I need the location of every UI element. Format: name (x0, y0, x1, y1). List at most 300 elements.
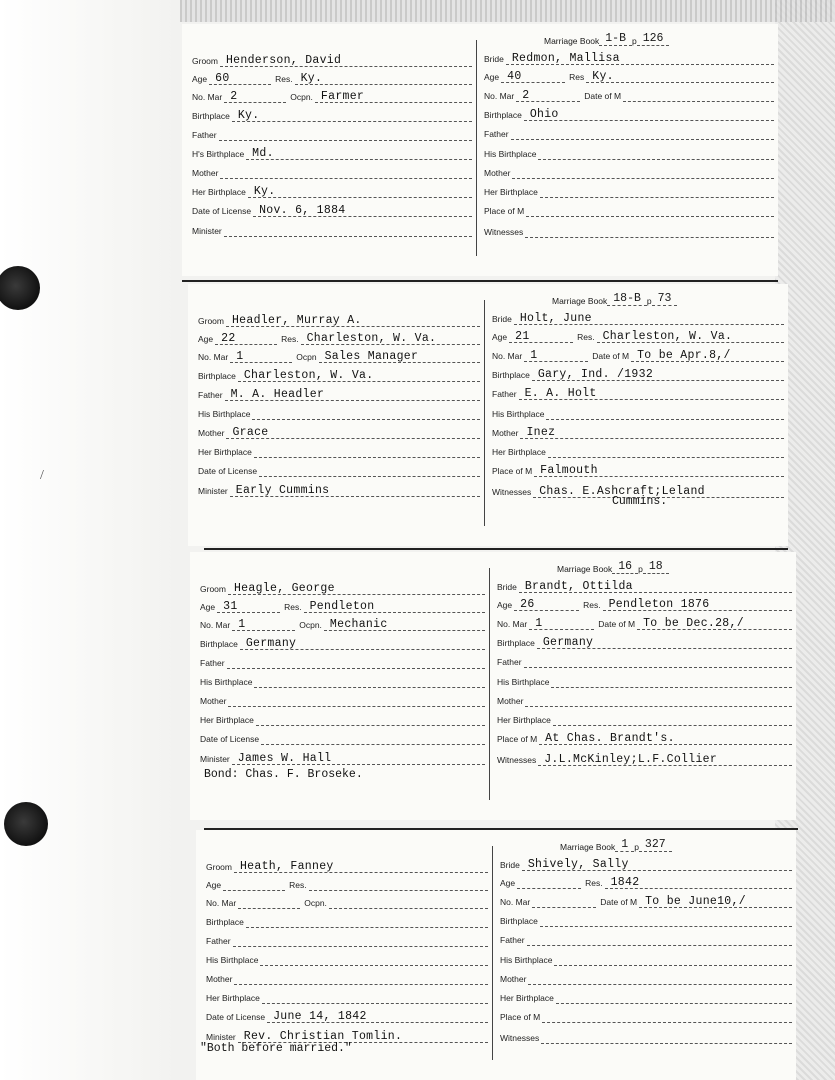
field-label: Father (497, 657, 522, 667)
field-label-secondary: Res. (275, 74, 293, 84)
field-value-secondary: Ky. (592, 70, 614, 83)
field-label: Father (198, 390, 223, 400)
bride-father-field (492, 387, 784, 400)
groom-his-birthplace-field (206, 953, 488, 966)
groom-date-of-license-field (206, 1010, 488, 1023)
field-line (217, 600, 280, 613)
field-line (215, 332, 277, 345)
groom-her-birthplace-field (206, 991, 488, 1004)
bride-witnesses-field (484, 225, 774, 238)
groom-groom-field (198, 314, 480, 327)
field-value: Ky. (237, 109, 260, 122)
field-label: His Birthplace (484, 149, 537, 159)
field-line (234, 860, 488, 873)
field-label: Age (200, 602, 216, 612)
field-line (541, 1031, 792, 1044)
field-label: Minister (200, 754, 230, 764)
field-label: Birthplace (484, 110, 522, 120)
scan-noise-top (180, 0, 835, 22)
marriage-book-number: 1 (615, 838, 634, 852)
field-value: Headler, Murray A. (231, 314, 362, 327)
field-line (230, 484, 480, 497)
field-label: No. Mar (206, 898, 237, 908)
field-value-secondary: To be Apr.8,/ (637, 349, 731, 362)
bride-no-mar-field (497, 617, 792, 630)
groom-her-birthplace-field (192, 185, 472, 198)
field-line (546, 407, 784, 420)
field-line-secondary (623, 89, 774, 102)
field-label-secondary: Date of M (600, 897, 638, 907)
field-label: Mother (484, 168, 511, 178)
field-label: Birthplace (200, 639, 238, 649)
field-value-secondary: Pendleton (309, 600, 375, 613)
column-divider (476, 40, 477, 256)
field-line (238, 896, 300, 909)
field-value: Ohio (529, 108, 559, 121)
field-line (238, 369, 480, 382)
field-label: Groom (200, 584, 226, 594)
field-value: Holt, June (519, 312, 592, 325)
field-label: His Birthplace (198, 409, 251, 419)
page-label: p (646, 296, 652, 306)
groom-mother-field (198, 426, 480, 439)
bride-bride-field (484, 52, 774, 65)
field-value-secondary: Charleston, W. Va. (602, 330, 733, 343)
field-label: Birthplace (500, 916, 538, 926)
groom-minister-field (198, 484, 480, 497)
field-line (254, 675, 485, 688)
page-label: p (632, 36, 637, 46)
bride-place-of-m-field (497, 732, 792, 745)
card-separator-rule (204, 548, 788, 550)
field-value: 1 (530, 349, 538, 362)
field-line (223, 878, 285, 891)
field-value: Redmon, Mallisa (511, 52, 620, 65)
field-line (220, 166, 472, 179)
field-line-secondary (603, 598, 792, 611)
field-value: Inez (526, 426, 556, 439)
page-number: 73 (652, 292, 678, 306)
field-label: Age (500, 878, 516, 888)
bride-mother-field (497, 694, 792, 707)
bride-his-birthplace-field (497, 675, 792, 688)
field-value: Heath, Fanney (239, 860, 334, 873)
field-value: 21 (515, 330, 530, 343)
field-label: Birthplace (492, 370, 530, 380)
groom-date-of-license-field (192, 204, 472, 217)
field-value-secondary: Mechanic (329, 618, 388, 631)
field-label: Witnesses (484, 227, 524, 237)
field-label: Mother (497, 696, 524, 706)
bride-place-of-m-field (492, 464, 784, 477)
field-line-secondary (329, 896, 488, 909)
bride-bride-field (492, 312, 784, 325)
field-label-secondary: Res. (284, 602, 302, 612)
field-line (506, 52, 774, 65)
field-line (232, 618, 295, 631)
field-line (514, 598, 579, 611)
field-label: Mother (206, 974, 233, 984)
groom-father-field (200, 656, 485, 669)
field-line (525, 225, 774, 238)
field-label: No. Mar (484, 91, 515, 101)
field-label-secondary: Res (569, 72, 585, 82)
field-value: Rev. Christian Tomlin. (243, 1030, 403, 1043)
field-value: 40 (507, 70, 522, 83)
field-value: Ky. (253, 185, 276, 198)
field-line (527, 933, 792, 946)
field-label-secondary: Date of M (598, 619, 636, 629)
groom-age-field (206, 878, 488, 891)
field-line (259, 464, 480, 477)
field-label: Her Birthplace (492, 447, 546, 457)
bride-no-mar-field (500, 895, 792, 908)
field-line (220, 54, 472, 67)
page-label: p (634, 842, 639, 852)
field-label: Father (492, 389, 517, 399)
field-value-secondary: To be June10,/ (645, 895, 746, 908)
field-label: Birthplace (206, 917, 244, 927)
field-value: Heagle, George (233, 582, 335, 595)
groom-birthplace-field (206, 915, 488, 928)
field-line (226, 426, 480, 439)
bride-bride-field (500, 858, 792, 871)
field-label: Her Birthplace (192, 187, 246, 197)
field-line (532, 368, 784, 381)
marriage-book-reference (557, 560, 669, 574)
field-line (228, 582, 485, 595)
bride-place-of-m-field (500, 1010, 792, 1023)
field-label: No. Mar (192, 92, 223, 102)
bride-father-field (484, 127, 774, 140)
field-line (248, 185, 472, 198)
field-line (539, 732, 792, 745)
field-label: Bride (500, 860, 520, 870)
field-line (228, 694, 485, 707)
field-line (509, 330, 573, 343)
bride-witnesses-field (500, 1031, 792, 1044)
field-value-secondary: Ky. (300, 72, 323, 85)
field-value-secondary: Pendleton 1876 (608, 598, 710, 611)
field-line (524, 108, 774, 121)
field-line-secondary (319, 350, 480, 363)
field-value-secondary: Sales Manager (324, 350, 419, 363)
column-divider (489, 568, 490, 800)
field-value: Early Cummins (235, 484, 330, 497)
field-line (537, 636, 792, 649)
groom-date-of-license-field (200, 732, 485, 745)
field-line (542, 1010, 792, 1023)
bride-bride-field (497, 580, 792, 593)
marriage-record-card (190, 552, 796, 820)
field-line (512, 166, 774, 179)
field-value: 60 (215, 72, 230, 85)
groom-her-birthplace-field (198, 445, 480, 458)
bride-her-birthplace-field (497, 713, 792, 726)
field-label-secondary: Ocpn. (299, 620, 322, 630)
bride-no-mar-field (492, 349, 784, 362)
bride-father-field (500, 933, 792, 946)
field-line (556, 991, 792, 1004)
bride-age-field (500, 876, 792, 889)
field-label: Her Birthplace (484, 187, 538, 197)
field-line (234, 972, 488, 985)
page-number: 18 (643, 560, 669, 574)
field-label: H's Birthplace (192, 149, 245, 159)
field-label-secondary: Date of M (584, 91, 622, 101)
field-label: Place of M (484, 206, 525, 216)
field-line-secondary (631, 349, 784, 362)
marriage-book-label: Marriage Book (557, 564, 613, 574)
field-label-secondary: Res. (577, 332, 595, 342)
bride-mother-field (484, 166, 774, 179)
field-line (224, 224, 472, 237)
binder-hole-bottom (4, 802, 48, 846)
field-label: No. Mar (497, 619, 528, 629)
field-label: Date of License (192, 206, 252, 216)
field-label: Place of M (492, 466, 533, 476)
bride-her-birthplace-field (500, 991, 792, 1004)
field-line (224, 90, 286, 103)
field-value: James W. Hall (237, 752, 332, 765)
groom-her-birthplace-field (200, 713, 485, 726)
groom-minister-field (192, 224, 472, 237)
field-line (538, 147, 774, 160)
groom-age-field (192, 72, 472, 85)
field-line (514, 312, 784, 325)
groom-age-field (200, 600, 485, 613)
bride-his-birthplace-field (484, 147, 774, 160)
field-line (256, 713, 485, 726)
field-label: Age (484, 72, 500, 82)
field-line (232, 109, 472, 122)
groom-birthplace-field (200, 637, 485, 650)
bride-mother-field (500, 972, 792, 985)
field-line-secondary (309, 878, 488, 891)
field-label: Minister (192, 226, 222, 236)
field-line (252, 407, 480, 420)
field-value: At Chas. Brandt's. (545, 732, 675, 745)
field-label: Her Birthplace (198, 447, 252, 457)
bride-mother-field (492, 426, 784, 439)
field-line (554, 953, 792, 966)
field-line-secondary (586, 70, 774, 83)
field-label: No. Mar (492, 351, 523, 361)
field-label: Bride (497, 582, 517, 592)
field-label: Mother (192, 168, 219, 178)
field-label: Mother (492, 428, 519, 438)
field-line (253, 204, 472, 217)
field-line-secondary (605, 876, 792, 889)
field-value: Henderson, David (225, 54, 342, 67)
field-label: Birthplace (198, 371, 236, 381)
groom-date-of-license-field (198, 464, 480, 477)
card-separator-rule (182, 280, 778, 282)
field-label: Mother (198, 428, 225, 438)
groom-his-birthplace-field (198, 407, 480, 420)
field-label: No. Mar (198, 352, 229, 362)
field-line (520, 426, 784, 439)
field-line (267, 1010, 488, 1023)
field-line (262, 991, 488, 1004)
field-label-secondary: Ocpn (296, 352, 317, 362)
field-line (519, 387, 784, 400)
bride-her-birthplace-field (492, 445, 784, 458)
field-label: Witnesses (497, 755, 537, 765)
field-line-secondary (597, 330, 784, 343)
field-label: Age (198, 334, 214, 344)
field-line (246, 147, 472, 160)
page-label: p (638, 564, 643, 574)
field-line (538, 753, 792, 766)
field-line (517, 876, 581, 889)
field-line (528, 972, 792, 985)
field-value: Germany (245, 637, 297, 650)
field-value: Charleston, W. Va. (243, 369, 374, 382)
field-value-secondary: Farmer (320, 90, 365, 103)
field-line-secondary (324, 618, 485, 631)
field-label: His Birthplace (492, 409, 545, 419)
groom-groom-field (192, 54, 472, 67)
field-label: Date of License (198, 466, 258, 476)
field-label: Place of M (497, 734, 538, 744)
field-line (553, 713, 792, 726)
field-label: Her Birthplace (200, 715, 254, 725)
bride-birthplace-field (497, 636, 792, 649)
field-line (260, 953, 488, 966)
field-line (230, 350, 292, 363)
field-label: Groom (198, 316, 224, 326)
field-line (516, 89, 580, 102)
field-value: Brandt, Ottilda (524, 580, 633, 593)
marriage-record-card (196, 830, 796, 1080)
marriage-book-number: 16 (612, 560, 638, 574)
field-label: His Birthplace (200, 677, 253, 687)
field-value: 1 (236, 350, 244, 363)
field-value: Falmouth (540, 464, 598, 477)
field-line (524, 349, 588, 362)
marriage-book-label: Marriage Book (544, 36, 600, 46)
field-label-secondary: Res. (281, 334, 299, 344)
bride-place-of-m-field (484, 204, 774, 217)
groom-mother-field (192, 166, 472, 179)
field-label: Bride (484, 54, 504, 64)
marriage-book-number: 1-B (599, 32, 632, 46)
field-value: Germany (542, 636, 594, 649)
field-label: Bride (492, 314, 512, 324)
column-divider (492, 846, 493, 1060)
field-line (524, 655, 792, 668)
field-label: Age (497, 600, 513, 610)
field-label: Mother (500, 974, 527, 984)
bride-witnesses-field (497, 753, 792, 766)
field-line-secondary (301, 332, 480, 345)
field-label: Age (492, 332, 508, 342)
marriage-book-label: Marriage Book (552, 296, 608, 306)
bride-father-field (497, 655, 792, 668)
field-line (548, 445, 784, 458)
field-label: Groom (192, 56, 218, 66)
groom-father-field (192, 128, 472, 141)
groom-no-mar-field (198, 350, 480, 363)
groom-birthplace-field (198, 369, 480, 382)
record-annotation: Bond: Chas. F. Broseke. (204, 768, 363, 781)
field-line (511, 127, 774, 140)
bride-birthplace-field (484, 108, 774, 121)
field-line (225, 388, 480, 401)
field-label: Witnesses (492, 487, 532, 497)
groom-father-field (198, 388, 480, 401)
field-value: 2 (230, 90, 238, 103)
field-line-secondary (637, 617, 792, 630)
field-line-secondary (295, 72, 472, 85)
field-label-secondary: Res. (585, 878, 603, 888)
groom-groom-field (200, 582, 485, 595)
groom-minister-field (200, 752, 485, 765)
marriage-record-card (182, 24, 778, 276)
field-line (540, 185, 774, 198)
field-line (261, 732, 485, 745)
groom-no-mar-field (206, 896, 488, 909)
field-label: Father (500, 935, 525, 945)
field-value: Shively, Sally (527, 858, 629, 871)
field-line (226, 314, 480, 327)
field-line (232, 752, 485, 765)
groom-mother-field (200, 694, 485, 707)
field-value: 31 (223, 600, 238, 613)
bride-birthplace-field (492, 368, 784, 381)
bride-her-birthplace-field (484, 185, 774, 198)
bride-his-birthplace-field (500, 953, 792, 966)
bride-birthplace-field (500, 914, 792, 927)
marriage-book-label: Marriage Book (560, 842, 616, 852)
field-value: E. A. Holt (524, 387, 597, 400)
bride-age-field (492, 330, 784, 343)
field-line (551, 675, 792, 688)
field-line (209, 72, 271, 85)
field-label: Father (484, 129, 509, 139)
scan-mark: / (40, 468, 44, 483)
groom-no-mar-field (200, 618, 485, 631)
field-label: Age (206, 880, 222, 890)
field-line (246, 915, 488, 928)
groom-birthplace-field (192, 109, 472, 122)
field-line (532, 895, 596, 908)
field-label: His Birthplace (500, 955, 553, 965)
field-label: Mother (200, 696, 227, 706)
field-line (240, 637, 485, 650)
field-line (219, 128, 472, 141)
field-value: 26 (520, 598, 535, 611)
field-label: Father (206, 936, 231, 946)
field-line (233, 934, 488, 947)
field-value-secondary: 1842 (610, 876, 640, 889)
field-line (526, 204, 774, 217)
field-line-secondary (315, 90, 472, 103)
marriage-book-reference (552, 292, 677, 306)
groom-father-field (206, 934, 488, 947)
field-line (522, 858, 792, 871)
groom-h-s-birthplace-field (192, 147, 472, 160)
field-label-secondary: Res. (289, 880, 307, 890)
field-label: Minister (198, 486, 228, 496)
bride-his-birthplace-field (492, 407, 784, 420)
field-label: No. Mar (500, 897, 531, 907)
field-label: His Birthplace (497, 677, 550, 687)
field-line (529, 617, 594, 630)
marriage-book-reference (560, 838, 672, 852)
field-label: Groom (206, 862, 232, 872)
